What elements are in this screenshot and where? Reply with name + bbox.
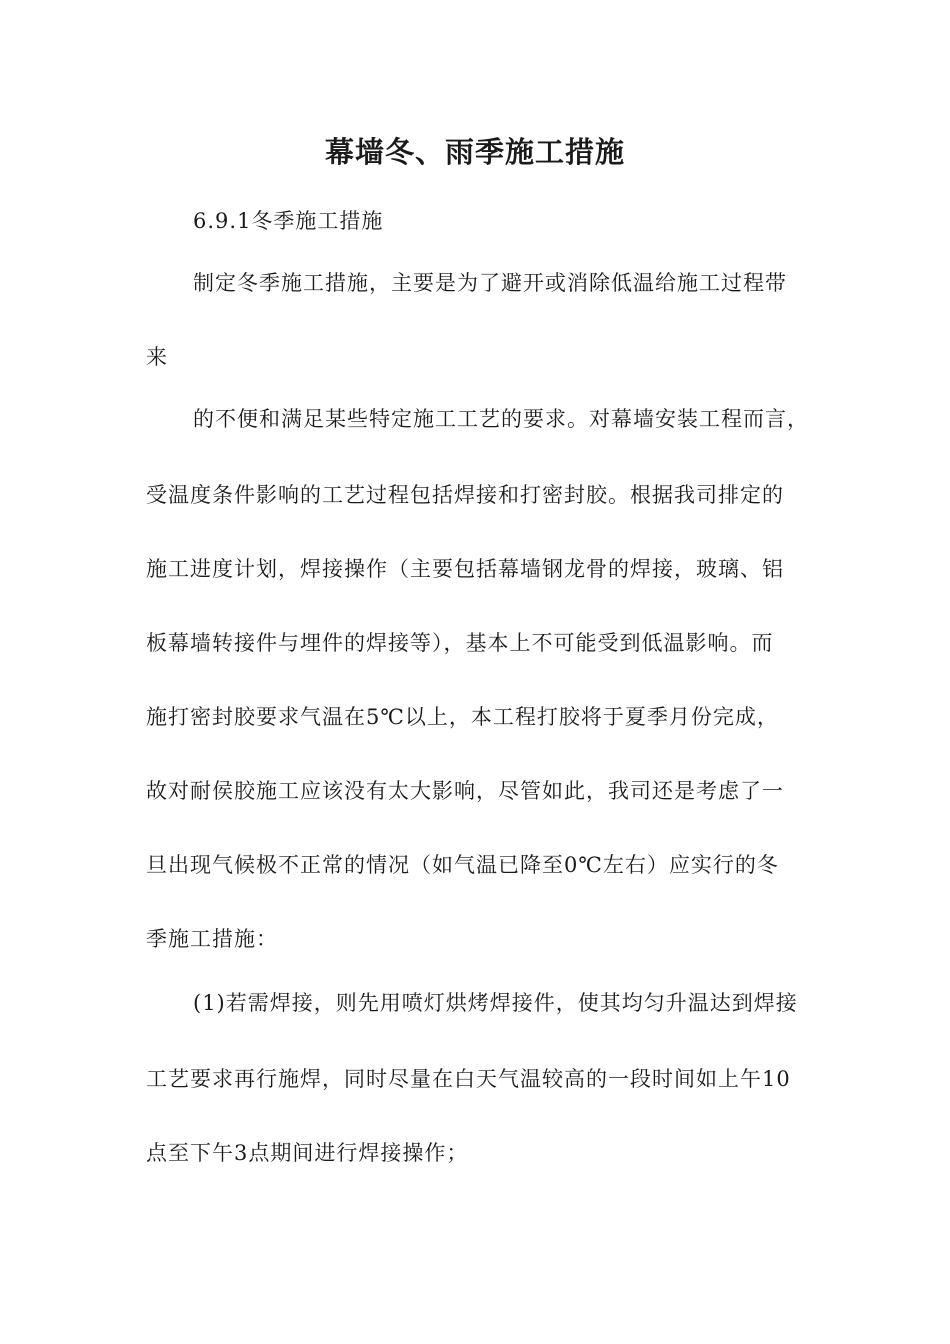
paragraph-line: 点至下午3点期间进行焊接操作； [146,1141,469,1165]
paragraph-line: 制定冬季施工措施，主要是为了避开或消除低温给施工过程带 [193,271,787,295]
paragraph-line: 季施工措施： [146,927,278,951]
paragraph-line: 工艺要求再行施焊，同时尽量在白天气温较高的一段时间如上午10 [146,1067,791,1091]
section-heading: 6.9.1冬季施工措施 [193,209,384,233]
paragraph-line: 故对耐侯胶施工应该没有太大影响，尽管如此，我司还是考虑了一 [146,779,784,803]
paragraph-line: 受温度条件影响的工艺过程包括焊接和打密封胶。根据我司排定的 [146,483,784,507]
paragraph-line: (1)若需焊接，则先用喷灯烘烤焊接件，使其均匀升温达到焊接 [193,991,798,1015]
paragraph-line: 板幕墙转接件与埋件的焊接等），基本上不可能受到低温影响。而 [146,631,774,655]
paragraph-line: 来 [146,345,168,369]
document-title: 幕墙冬、雨季施工措施 [324,135,625,169]
paragraph-line: 施工进度计划，焊接操作（主要包括幕墙钢龙骨的焊接，玻璃、铝 [146,557,784,581]
paragraph-line: 旦出现气候极不正常的情况（如气温已降至0℃左右）应实行的冬 [146,853,779,877]
paragraph-line: 施打密封胶要求气温在5℃以上，本工程打胶将于夏季月份完成， [146,705,779,729]
paragraph-line: 的不便和满足某些特定施工工艺的要求。对幕墙安装工程而言， [193,407,809,431]
